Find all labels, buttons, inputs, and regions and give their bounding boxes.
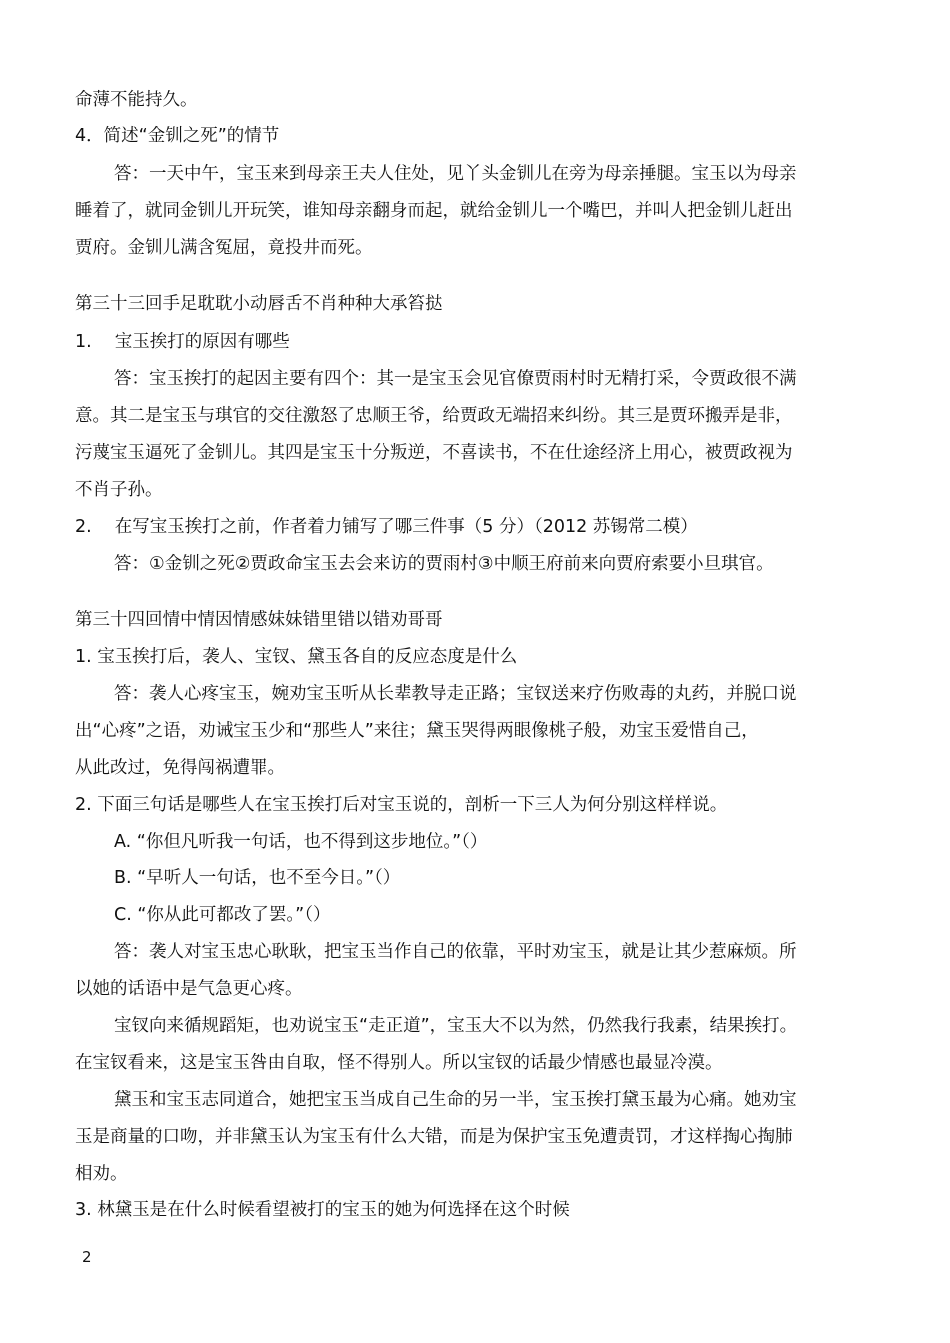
question-heading: 2. 下面三句话是哪些人在宝玉挨打后对宝玉说的，剖析一下三人为何分别这样样说。 [75,795,728,815]
answer-line: 答：袭人心疼宝玉，婉劝宝玉听从长辈教导走正路；宝钗送来疗伤败毒的丸药，并脱口说 [114,684,797,704]
answer-line: 答：①金钏之死②贾政命宝玉去会来访的贾雨村③中顺王府前来向贾府索要小旦琪官。 [114,554,774,574]
answer-line: 不肖子孙。 [75,480,163,500]
answer-line: 宝钗向来循规蹈矩，也劝说宝玉“走正道”，宝玉大不以为然，仍然我行我素，结果挨打。 [114,1016,798,1036]
answer-line: 玉是商量的口吻，并非黛玉认为宝玉有什么大错，而是为保护宝玉免遭责罚，才这样掏心掏肺 [75,1127,793,1147]
option-a: A. “你但凡听我一句话，也不得到这步地位。”（） [114,832,488,852]
question-heading: 1. 宝玉挨打的原因有哪些 [75,332,290,352]
answer-line: 答：一天中午，宝玉来到母亲王夫人住处，见丫头金钏儿在旁为母亲捶腿。宝玉以为母亲 [114,164,797,184]
option-c: C. “你从此可都改了罢。”（） [114,905,331,925]
answer-line: 在宝钗看来，这是宝玉咎由自取，怪不得别人。所以宝钗的话最少情感也最显冷漠。 [75,1053,723,1073]
chapter-heading-33: 第三十三回手足耽耽小动唇舌不肖种种大承笞挞 [75,294,443,314]
question-heading: 4．简述“金钏之死”的情节 [75,126,280,146]
answer-line: 意。其二是宝玉与琪官的交往激怒了忠顺王爷，给贾政无端招来纠纷。其三是贾环搬弄是非， [75,406,793,426]
page-number: 2 [82,1248,92,1266]
question-heading: 2. 在写宝玉挨打之前，作者着力铺写了哪三件事（5 分）（2012 苏锡常二模） [75,517,698,537]
question-heading: 1. 宝玉挨打后，袭人、宝钗、黛玉各自的反应态度是什么 [75,647,518,667]
answer-line: 相劝。 [75,1164,128,1184]
answer-line: 黛玉和宝玉志同道合，她把宝玉当成自己生命的另一半，宝玉挨打黛玉最为心痛。她劝宝 [114,1090,797,1110]
answer-line: 从此改过，免得闯祸遭罪。 [75,758,285,778]
answer-line: 答：袭人对宝玉忠心耿耿，把宝玉当作自己的依靠，平时劝宝玉，就是让其少惹麻烦。所 [114,942,797,962]
text-line: 命薄不能持久。 [75,90,198,110]
answer-line: 睡着了，就同金钏儿开玩笑，谁知母亲翻身而起，就给金钏儿一个嘴巴，并叫人把金钏儿赶出 [75,201,793,221]
answer-line: 答：宝玉挨打的起因主要有四个：其一是宝玉会见官僚贾雨村时无精打采，令贾政很不满 [114,369,797,389]
answer-line: 出“心疼”之语，劝诫宝玉少和“那些人”来往；黛玉哭得两眼像桃子般，劝宝玉爱惜自己， [75,721,759,741]
question-heading: 3. 林黛玉是在什么时候看望被打的宝玉的她为何选择在这个时候 [75,1200,570,1220]
answer-line: 污蔑宝玉逼死了金钏儿。其四是宝玉十分叛逆，不喜读书，不在仕途经济上用心，被贾政视为 [75,443,793,463]
answer-line: 以她的话语中是气急更心疼。 [75,979,303,999]
chapter-heading-34: 第三十四回情中情因情感妹妹错里错以错劝哥哥 [75,610,443,630]
option-b: B. “早听人一句话，也不至今日。”（） [114,868,401,888]
answer-line: 贾府。金钏儿满含冤屈，竟投井而死。 [75,238,373,258]
